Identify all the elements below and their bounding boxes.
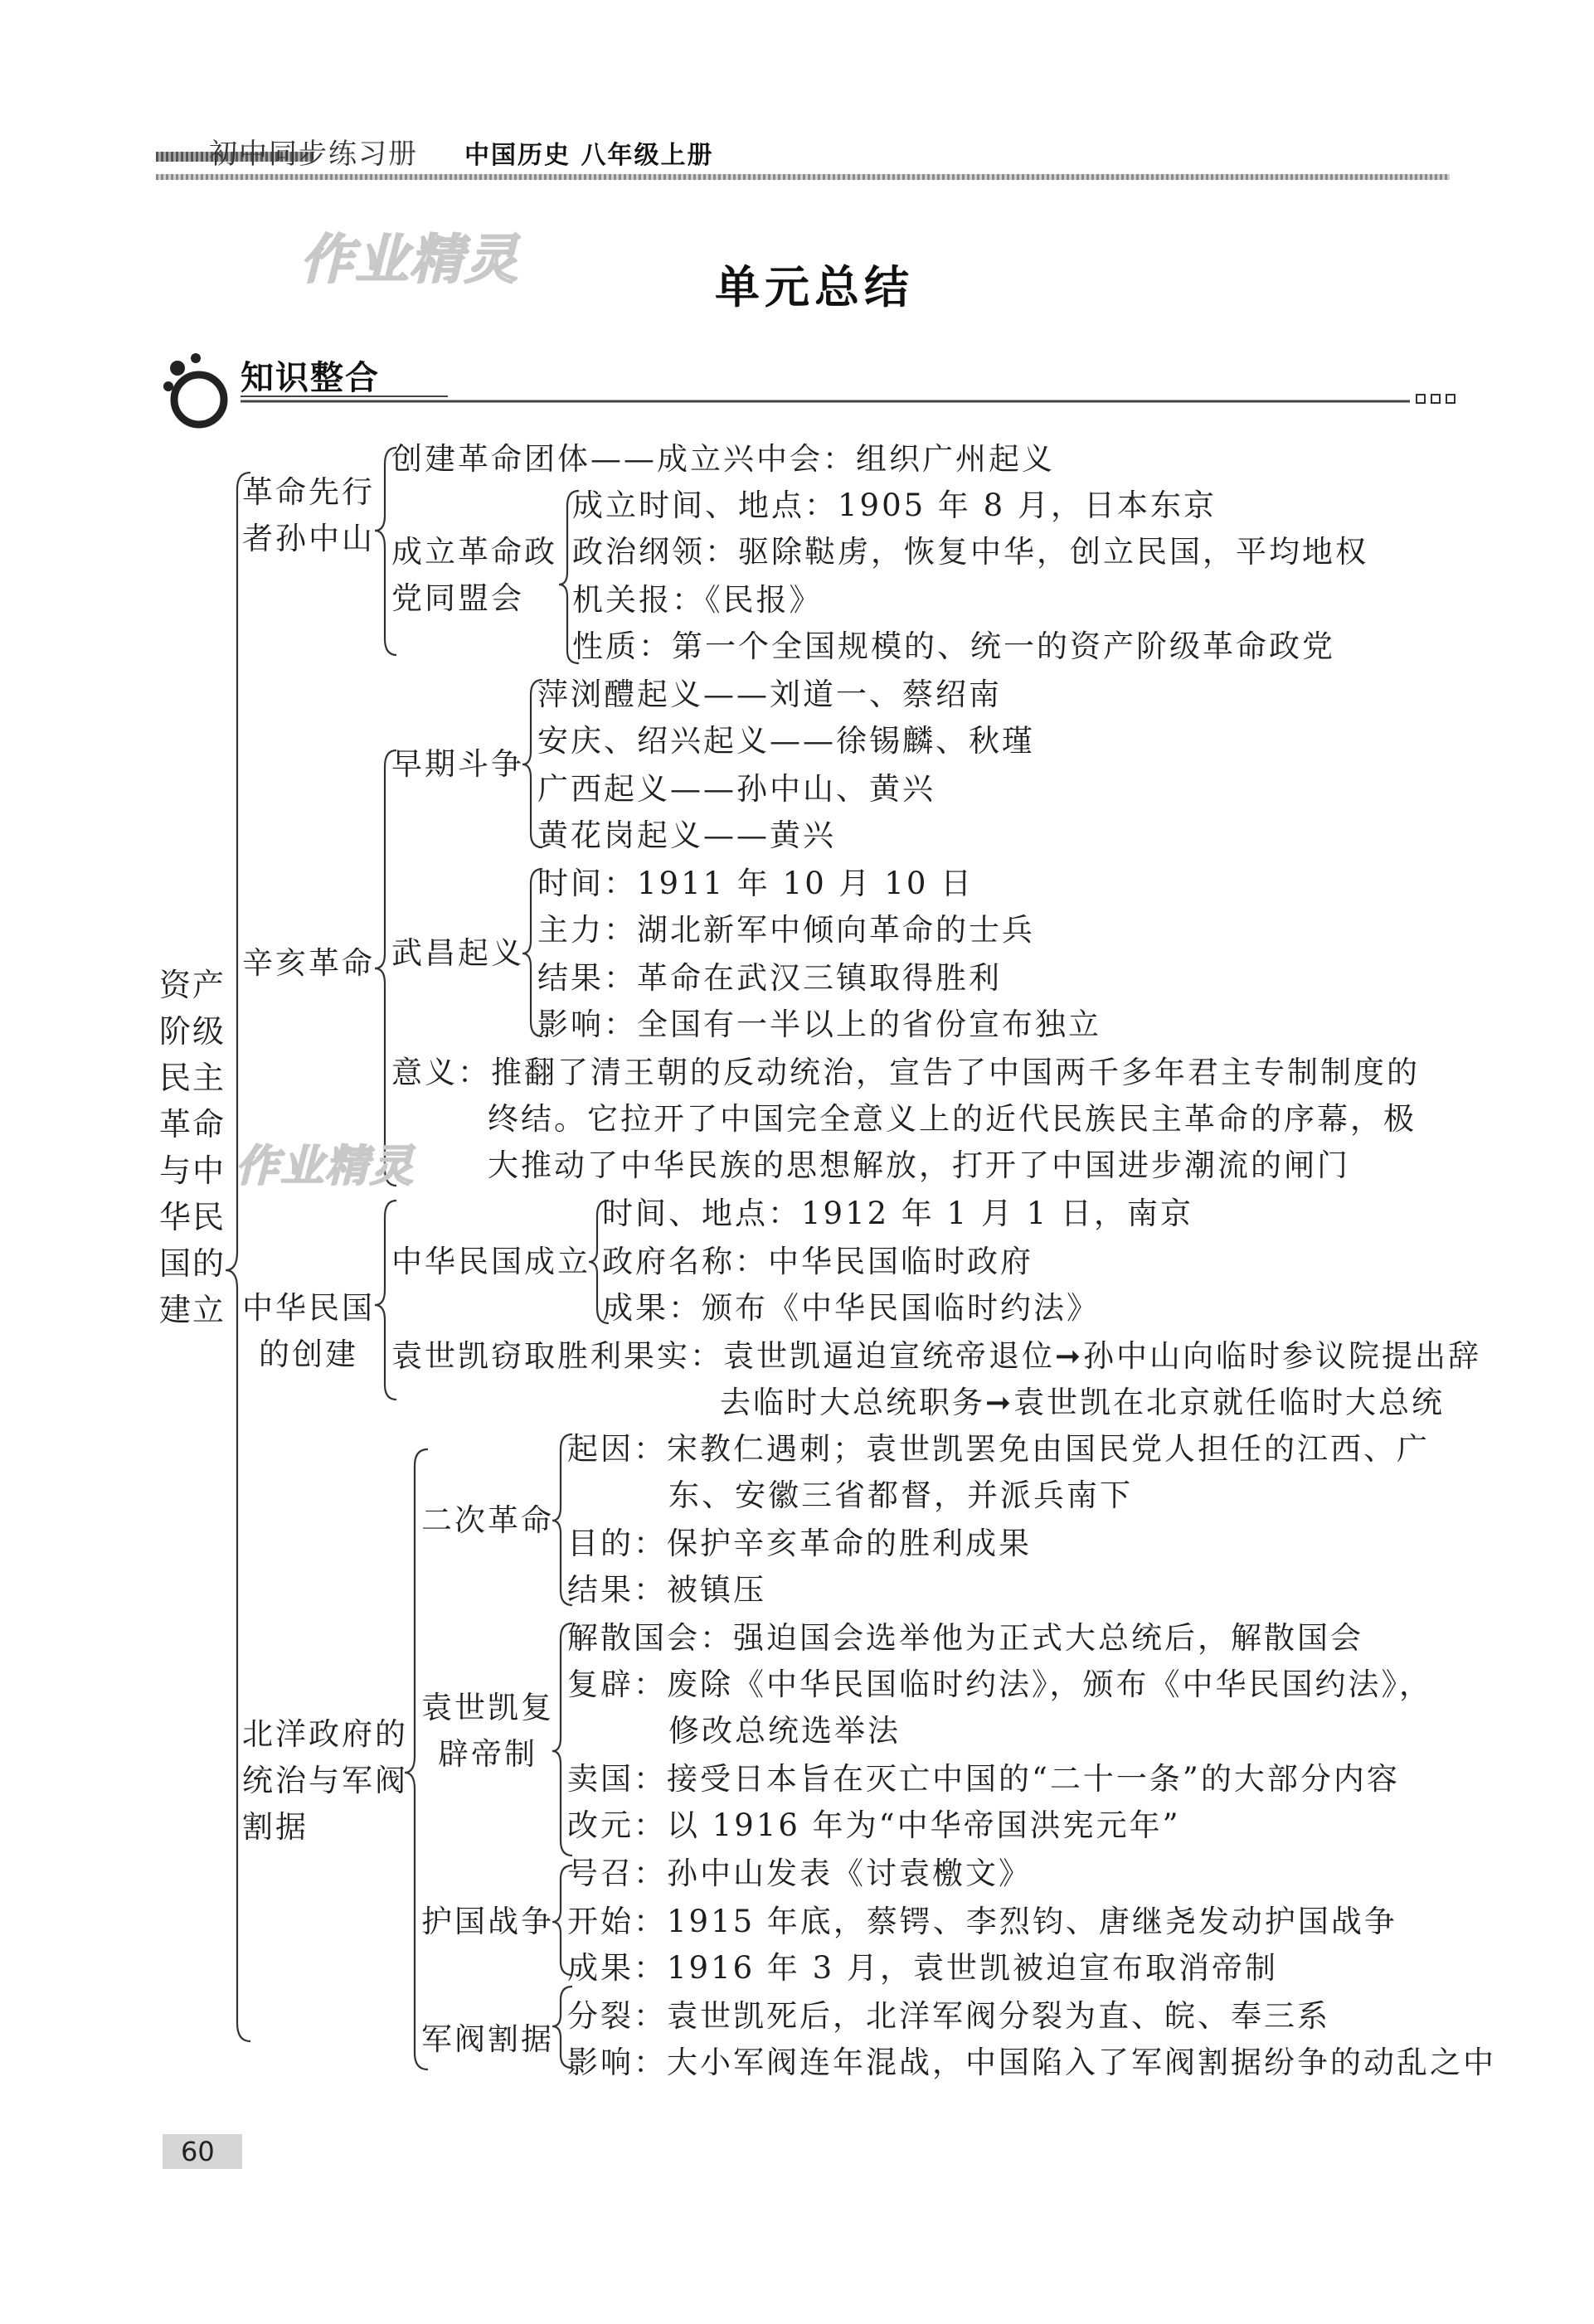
- restore-item: 改元：以 1916 年为“中华帝国洪宪元年”: [567, 1807, 1181, 1843]
- xingzhonghui-text: 创建革命团体——成立兴中会：组织广州起义: [391, 441, 1055, 477]
- restore-item: 修改总统选举法: [668, 1713, 901, 1749]
- tmh-label-line1: 成立革命政: [391, 534, 557, 570]
- root-line: 民主: [159, 1060, 226, 1096]
- second-label: 二次革命: [421, 1502, 554, 1538]
- roc-item: 成果：颁布《中华民国临时约法》: [602, 1290, 1100, 1326]
- early-label: 早期斗争: [391, 746, 524, 782]
- wuchang-item: 结果：革命在武汉三镇取得胜利: [537, 960, 1002, 996]
- huguo-item: 开始：1915 年底，蔡锷、李烈钧、唐继尧发动护国战争: [567, 1904, 1397, 1939]
- b3-label-line2: 的创建: [259, 1337, 358, 1372]
- b4-label-line2: 统治与军阀: [242, 1763, 408, 1798]
- restore-label-line2: 辟帝制: [438, 1736, 537, 1772]
- early-item: 黄花岗起义——黄兴: [537, 818, 836, 853]
- early-item: 安庆、绍兴起义——徐锡麟、秋瑾: [537, 723, 1035, 759]
- b4-label-line3: 割据: [242, 1809, 309, 1845]
- significance-line: 大推动了中华民族的思想解放，打开了中国进步潮流的闸门: [488, 1147, 1350, 1183]
- page-title: 单元总结: [715, 260, 914, 313]
- page-number: 60: [181, 2136, 215, 2167]
- series-name: 初中同步练习册: [209, 138, 418, 171]
- second-item: 结果：被镇压: [567, 1572, 766, 1608]
- second-item: 起因：宋教仁遇刺；袁世凯罢免由国民党人担任的江西、广: [567, 1431, 1430, 1467]
- huguo-item: 号召：孙中山发表《讨袁檄文》: [567, 1856, 1032, 1891]
- b1-label-line1: 革命先行: [242, 474, 375, 510]
- tmh-label-line2: 党同盟会: [391, 580, 524, 616]
- yuan-line: 去临时大总统职务➞袁世凯在北京就任临时大总统: [720, 1385, 1446, 1420]
- early-item: 萍浏醴起义——刘道一、蔡绍南: [537, 677, 1002, 712]
- root-line: 国的: [159, 1245, 226, 1282]
- restore-label-line1: 袁世凯复: [421, 1690, 554, 1725]
- root-line: 与中: [159, 1152, 226, 1189]
- roc-item: 时间、地点：1912 年 1 月 1 日，南京: [602, 1196, 1194, 1231]
- b2-label: 辛亥革命: [242, 945, 375, 981]
- roc-label: 中华民国成立: [391, 1244, 590, 1279]
- tmh-item: 成立时间、地点：1905 年 8 月，日本东京: [572, 488, 1217, 523]
- early-item: 广西起义——孙中山、黄兴: [537, 771, 936, 807]
- wuchang-label: 武昌起义: [391, 935, 524, 971]
- header-stripe: [156, 174, 1450, 180]
- tmh-item: 机关报：《民报》: [572, 582, 823, 618]
- second-item: 东、安徽三省都督，并派兵南下: [668, 1477, 1133, 1513]
- wuchang-item: 主力：湖北新军中倾向革命的士兵: [537, 912, 1035, 948]
- subject-name: 中国历史 八年级上册: [464, 141, 714, 170]
- yuan-line: 袁世凯窃取胜利果实：袁世凯逼迫宣统帝退位➞孙中山向临时参议院提出辞: [391, 1338, 1481, 1374]
- warlord-item: 分裂：袁世凯死后，北洋军阀分裂为直、皖、奉三系: [567, 1998, 1330, 2034]
- root-line: 华民: [159, 1199, 226, 1235]
- second-item: 目的：保护辛亥革命的胜利成果: [567, 1526, 1032, 1561]
- b3-label-line1: 中华民国: [242, 1290, 375, 1326]
- huguo-item: 成果：1916 年 3 月，袁世凯被迫宣布取消帝制: [567, 1950, 1278, 1986]
- watermark-logo: 作业精灵: [300, 230, 519, 291]
- root-line: 革命: [159, 1106, 226, 1143]
- root-line: 建立: [159, 1292, 226, 1328]
- restore-item: 复辟：废除《中华民国临时约法》，颁布《中华民国约法》，: [567, 1667, 1432, 1702]
- section-heading: 知识整合: [241, 359, 380, 397]
- wuchang-item: 影响：全国有一半以上的省份宣布独立: [537, 1007, 1101, 1042]
- warlord-item: 影响：大小军阀连年混战，中国陷入了军阀割据纷争的动乱之中: [567, 2045, 1496, 2080]
- restore-item: 卖国：接受日本旨在灭亡中国的“二十一条”的大部分内容: [567, 1761, 1400, 1797]
- watermark-logo-2: 作业精灵: [236, 1142, 416, 1191]
- root-line: 阶级: [159, 1013, 226, 1050]
- restore-item: 解散国会：强迫国会选举他为正式大总统后，解散国会: [567, 1620, 1363, 1656]
- huguo-label: 护国战争: [421, 1904, 554, 1939]
- warlord-label: 军阀割据: [421, 2021, 554, 2057]
- significance-line: 终结。它拉开了中国完全意义上的近代民族民主革命的序幕，极: [488, 1101, 1417, 1137]
- roc-item: 政府名称：中华民国临时政府: [602, 1244, 1033, 1279]
- tmh-item: 性质：第一个全国规模的、统一的资产阶级革命政党: [572, 628, 1335, 664]
- tmh-item: 政治纲领：驱除鞑虏，恢复中华，创立民国，平均地权: [572, 534, 1368, 570]
- b1-label-line2: 者孙中山: [242, 521, 375, 556]
- root-line: 资产: [159, 967, 226, 1003]
- significance-line: 意义：推翻了清王朝的反动统治，宣告了中国两千多年君主专制制度的: [391, 1055, 1420, 1090]
- b4-label-line1: 北洋政府的: [242, 1716, 408, 1752]
- wuchang-item: 时间：1911 年 10 月 10 日: [537, 866, 974, 901]
- root-topic: [159, 962, 226, 1333]
